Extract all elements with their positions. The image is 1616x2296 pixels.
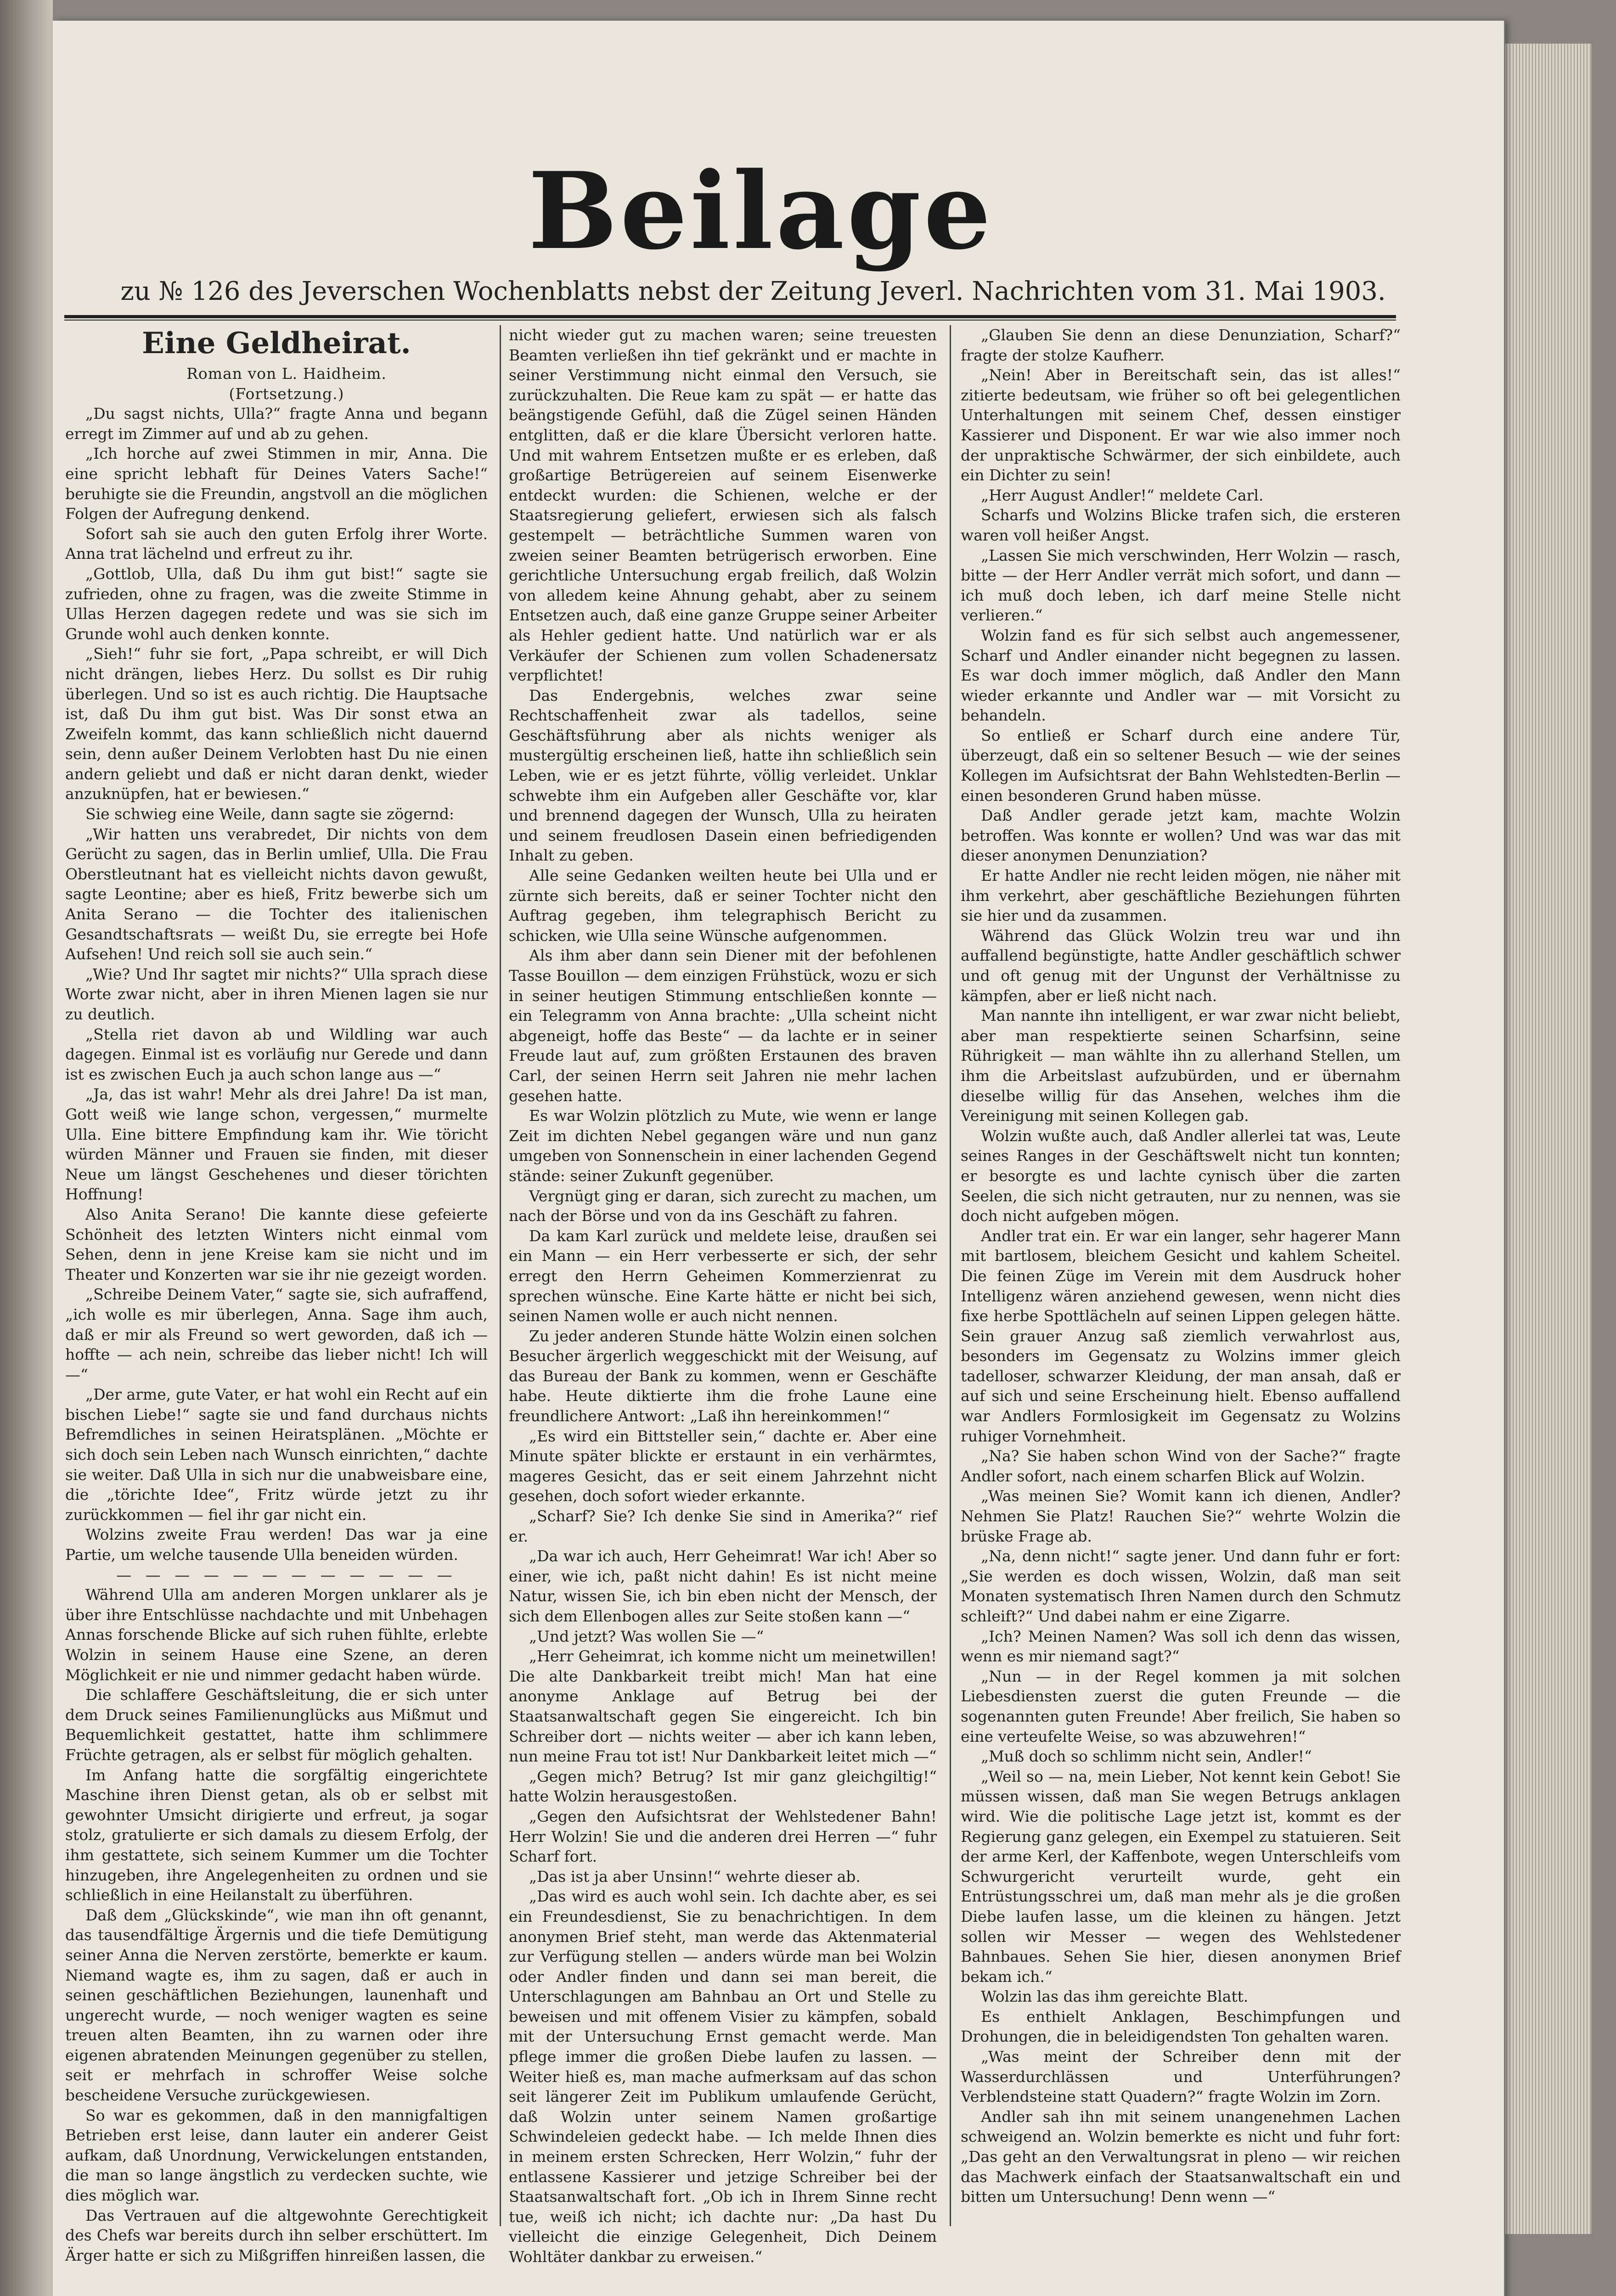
paragraph: „Ich? Meinen Namen? Was soll ich denn das wissen, wenn es mir niemand sagt?“ bbox=[961, 1627, 1401, 1666]
paragraph: „Stella riet davon ab und Wildling war auch dagegen. Einmal ist es vorläufig nur Gerede und dann ist es zwischen Euch ja auch schon lange aus —“ bbox=[65, 1025, 488, 1083]
paragraph: „Es wird ein Bittsteller sein,“ dachte er. Aber eine Minute später blickte er erstaunt in ein verhärmtes, mageres Gesicht, das er seit einem Jahrzehnt nicht gesehen, doch sofort wieder erkannte. bbox=[509, 1427, 937, 1505]
header-rule bbox=[64, 315, 1396, 321]
paragraph: „Da war ich auch, Herr Geheimrat! War ich! Aber so einer, wie ich, paßt nicht dahin! Es ist nicht meine Natur, wissen Sie, ich bin eben nicht der Mensch, der sich dem Ellenbogen alles zur Seite stoßen kann —“ bbox=[509, 1547, 937, 1625]
article-author: Roman von L. Haidheim. bbox=[186, 365, 387, 383]
column-2 bbox=[509, 325, 937, 2266]
book-binding bbox=[0, 0, 53, 2296]
paragraph: Während das Glück Wolzin treu war und ihn auffallend begünstigte, hatte Andler geschäftlich schwer und oft genug mit der Ungunst der Verhältnisse zu kämpfen, aber er ließ nicht nach. bbox=[961, 926, 1401, 1005]
paragraph: „Lassen Sie mich verschwinden, Herr Wolzin — rasch, bitte — der Herr Andler verrät mich sofort, und dann — ich muß doch leben, ich darf meine Stelle nicht verlieren.“ bbox=[961, 546, 1401, 625]
paragraph: „Schreibe Deinem Vater,“ sagte sie, sich aufraffend, „ich wolle es mir überlegen, Anna. Sage ihm auch, daß er mir als Freund so wert geworden, daß ich — hoffte — ach nein, schreibe das lieber nicht! Ich will —“ bbox=[65, 1285, 488, 1384]
paragraph: — — — — — — — — — — — — bbox=[116, 1565, 457, 1584]
column-3 bbox=[961, 325, 1401, 2240]
paragraph: Andler sah ihn mit seinem unangenehmen Lachen schweigend an. Wolzin bemerkte es nicht und fuhr fort: „Das geht an den Verwaltungsrat in pleno — wir reichen das Machwerk einfach der Staatsanwaltschaft ein und bitten um Untersuchung! Denn wenn —“ bbox=[961, 2107, 1401, 2206]
paragraph: Während Ulla am anderen Morgen unklarer als je über ihre Entschlüsse nachdachte und mit Unbehagen Annas forschende Blicke auf sich ruhen fühlte, erlebte Wolzin in seinem Hause eine Szene, an deren Möglichkeit er nie und nimmer gedacht haben würde. bbox=[65, 1586, 488, 1684]
column-1 bbox=[65, 325, 488, 2264]
paragraph: Das Vertrauen auf die altgewohnte Gerechtigkeit des Chefs war bereits durch ihn selber erschüttert. Im Ärger hatte er sich zu Mißgriffen hinreißen lassen, die bbox=[65, 2206, 488, 2264]
paragraph: Die schlaffere Geschäftsleitung, die er sich unter dem Druck seines Familienunglücks aus Mißmut und Bequemlichkeit gestattet, hatte ihm schlimmere Früchte getragen, als er selbst für möglich gehalten. bbox=[65, 1686, 488, 1764]
column-3-body bbox=[961, 325, 1401, 2207]
paragraph: Sofort sah sie auch den guten Erfolg ihrer Worte. Anna trat lächelnd und erfreut zu ihr. bbox=[65, 524, 488, 563]
column-divider bbox=[950, 325, 951, 2226]
paragraph: Also Anita Serano! Die kannte diese gefeierte Schönheit des letzten Winters nicht einmal vom Sehen, denn in jene Kreise kam sie nicht und im Theater und Konzerten war sie ihr nie gezeigt worden. bbox=[65, 1205, 488, 1283]
article-continuation: (Fortsetzung.) bbox=[229, 384, 344, 403]
paragraph: Wolzin fand es für sich selbst auch angemessener, Scharf und Andler einander nicht begegnen zu lassen. Es war doch immer möglich, daß Andler den Mann wieder erkannte und Andler war — mit Vorsicht zu behandeln. bbox=[961, 626, 1401, 725]
paragraph: „Weil so — na, mein Lieber, Not kennt kein Gebot! Sie müssen wissen, daß man Sie wegen Betrugs anklagen wird. Wie die politische Lage jetzt ist, kommt es der Regierung ganz gelegen, ein Exempel zu statuieren. Seit der arme Kerl, der Kaffenbote, wegen Unterschleifs vom Schwurgericht verurteilt wurde, geht ein Entrüstungsschrei um, daß man mehr als je die großen Diebe laufen lasse, um die kleinen zu hängen. Jetzt sollen wir Messer — wegen des Wehlstedener Bahnbaues. Sehen Sie hier, diesen anonymen Brief bekam ich.“ bbox=[961, 1767, 1401, 1986]
paragraph: „Na, denn nicht!“ sagte jener. Und dann fuhr er fort: „Sie werden es doch wissen, Wolzin, daß man seit Monaten systematisch Ihren Namen durch den Schmutz schleift?“ Und dabei nahm er eine Zigarre. bbox=[961, 1547, 1401, 1625]
paragraph: Sie schwieg eine Weile, dann sagte sie zögernd: bbox=[85, 805, 455, 823]
paragraph: „Wir hatten uns verabredet, Dir nichts von dem Gerücht zu sagen, das in Berlin umlief, Ulla. Die Frau Oberstleutnant hat es vielleicht nichts davon gewußt, sagte Leontine; aber es hieß, Fritz bewerbe sich um Anita Serano — die Tochter des italienischen Gesandtschaftsrats — weißt Du, sie erregte bei Hofe Aufsehen! Und reich soll sie auch sein.“ bbox=[65, 825, 488, 963]
paragraph: „Nein! Aber in Bereitschaft sein, das ist alles!“ zitierte bedeutsam, wie früher so oft bei gelegentlichen Unterhaltungen mit seinem Chef, dessen einstiger Kassierer und Disponent. Er war wie also immer noch der unpraktische Schwärmer, der sich einbildete, auch ein Dichter zu sein! bbox=[961, 366, 1401, 484]
paragraph: So war es gekommen, daß in den mannigfaltigen Betrieben erst leise, dann lauter ein anderer Geist aufkam, daß Unordnung, Verwickelungen entstanden, die man so lange ängstlich zu verdecken suchte, wie dies möglich war. bbox=[65, 2106, 488, 2205]
paragraph: „Herr August Andler!“ meldete Carl. bbox=[981, 486, 1264, 504]
paragraph: „Gottlob, Ulla, daß Du ihm gut bist!“ sagte sie zufrieden, ohne zu fragen, was die zweite Stimme in Ullas Herzen dagegen redete und was sie sich im Grunde wohl auch denken konnte. bbox=[65, 564, 488, 643]
article-title: Eine Geldheirat. bbox=[142, 326, 411, 360]
paragraph: „Sieh!“ fuhr sie fort, „Papa schreibt, er will Dich nicht drängen, liebes Herz. Du sollst es Dir ruhig überlegen. Und so ist es auch richtig. Die Hauptsache ist, daß Du ihm gut bist. Was Dir sonst etwa an Zweifeln kommt, das kann schließlich nicht dauernd sein, denn außer Deinem Verlobten hast Du nie einen andern geliebt und daß er nicht daran denkt, wieder anzuknüpfen, hat er bewiesen.“ bbox=[65, 645, 488, 803]
column-divider bbox=[500, 325, 501, 2226]
paragraph: Scharfs und Wolzins Blicke trafen sich, die ersteren waren voll heißer Angst. bbox=[961, 506, 1401, 544]
paragraph: Daß Andler gerade jetzt kam, machte Wolzin betroffen. Was konnte er wollen? Und was war das mit dieser anonymen Denunziation? bbox=[961, 806, 1401, 865]
paragraph: „Und jetzt? Was wollen Sie —“ bbox=[529, 1627, 764, 1645]
paragraph: Wolzin wußte auch, daß Andler allerlei tat was, Leute seines Ranges in der Geschäftswelt nicht tun konnten; er besorgte es und lachte cynisch über die zarten Seelen, die sich nicht getrauten, nur zu nennen, was sie doch nicht aufgeben mögen. bbox=[961, 1126, 1401, 1225]
paragraph: Alle seine Gedanken weilten heute bei Ulla und er zürnte sich bereits, daß er seiner Tochter nicht den Auftrag gegeben, ihm telegraphisch Bericht zu schicken, wie Ulla seine Wünsche aufgenommen. bbox=[509, 867, 937, 945]
paragraph: „Gegen mich? Betrug? Ist mir ganz gleichgiltig!“ hatte Wolzin herausgestoßen. bbox=[509, 1767, 937, 1806]
page-edges bbox=[1504, 44, 1591, 2234]
paragraph: Als ihm aber dann sein Diener mit der befohlenen Tasse Bouillon — dem einzigen Frühstück, wozu er sich in seiner heutigen Stimmung entschließen konnte — ein Telegramm von Anna brachte: „Ulla scheint nicht abgeneigt, hoffe das Beste“ — da lachte er in seiner Freude laut auf, zum größten Erstaunen des braven Carl, der seinen Herrn seit Jahren nie mehr lachen gesehen hatte. bbox=[509, 946, 937, 1105]
paragraph: Er hatte Andler nie recht leiden mögen, nie näher mit ihm verkehrt, aber geschäftliche Beziehungen führten sie hier und da zusammen. bbox=[961, 867, 1401, 925]
paragraph: „Gegen den Aufsichtsrat der Wehlstedener Bahn! Herr Wolzin! Sie und die anderen drei Herren —“ fuhr Scharf fort. bbox=[509, 1807, 937, 1866]
paragraph: nicht wieder gut zu machen waren; seine treuesten Beamten verließen ihn tief gekränkt und er machte in seiner Verstimmung nicht einmal den Versuch, sie zurückzuhalten. Die Reue kam zu spät — er hatte das beängstigende Gefühl, daß die Zügel seinen Händen entglitten, daß er die klare Übersicht verloren hatte. Und mit wahrem Entsetzen mußte er es erleben, daß großartige Betrügereien auf seinem Eisenwerke entdeckt wurden: die Schienen, welche er der Staatsregierung geliefert, erwiesen sich als falsch gestempelt — beträchtliche Summen waren von zweien seiner Beamten betrügerisch erworben. Eine gerichtliche Untersuchung ergab freilich, daß Wolzin von alledem keine Ahnung gehabt, aber zu seinem Entsetzen auch, daß eine ganze Gruppe seiner Arbeiter als Hehler gedient hatte. Und natürlich war er als Verkäufer der Schienen zum vollen Schadenersatz verpflichtet! bbox=[509, 326, 937, 685]
paragraph: „Der arme, gute Vater, er hat wohl ein Recht auf ein bischen Liebe!“ sagte sie und fand durchaus nichts Befremdliches in seinen Heiratsplänen. „Möchte er sich doch sein Leben nach Wunsch einrichten,“ dachte sie weiter. Daß Ulla in sich nur die unabweisbare eine, die „törichte Idee“, Fritz würde jetzt zu ihr zurückkommen — fiel ihr gar nicht ein. bbox=[65, 1385, 488, 1524]
paragraph: Wolzin las das ihm gereichte Blatt. bbox=[981, 1987, 1249, 2006]
paragraph: „Nun — in der Regel kommen ja mit solchen Liebesdiensten zuerst die guten Freunde — die sogenannten guten Freunde! Aber freilich, Sie haben so eine verteufelte Weise, so was abzuwehren!“ bbox=[961, 1667, 1401, 1745]
paragraph: Vergnügt ging er daran, sich zurecht zu machen, um nach der Börse und von da ins Geschäft zu fahren. bbox=[509, 1187, 937, 1225]
paragraph: „Na? Sie haben schon Wind von der Sache?“ fragte Andler sofort, nach einem scharfen Blick auf Wolzin. bbox=[961, 1447, 1401, 1485]
paragraph: Es enthielt Anklagen, Beschimpfungen und Drohungen, die in beleidigendsten Ton gehalten waren. bbox=[961, 2007, 1401, 2046]
paragraph: So entließ er Scharf durch eine andere Tür, überzeugt, daß ein so seltener Besuch — wie der seines Kollegen im Aufsichtsrat der Bahn Wehlstedten-Berlin — einen besonderen Grund haben müsse. bbox=[961, 726, 1401, 805]
paragraph: Andler trat ein. Er war ein langer, sehr hagerer Mann mit bartlosem, bleichem Gesicht und kahlem Scheitel. Die feinen Züge im Verein mit dem Ausdruck hoher Intelligenz wären anziehend gewesen, wenn nicht dies fixe herbe Spottlächeln auf seinen Lippen gelegen hätte. Sein grauer Anzug saß ziemlich verwahrlost aus, besonders im Gegensatz zu Wolzins immer gleich tadelloser, schwarzer Kleidung, der man ansah, daß er auf sich und seine Erscheinung hielt. Ebenso auffallend war Andlers Formlosigkeit im Gegensatz zu Wolzins ruhiger Vornehmheit. bbox=[961, 1227, 1401, 1445]
page-subtitle: zu № 126 des Jeverschen Wochenblatts nebst der Zeitung Jeverl. Nachrichten vom 31. Mai 1903. bbox=[120, 276, 1386, 306]
paragraph: „Wie? Und Ihr sagtet mir nichts?“ Ulla sprach diese Worte zwar nicht, aber in ihren Mienen lagen sie nur zu deutlich. bbox=[65, 965, 488, 1023]
paragraph: Wolzins zweite Frau werden! Das war ja eine Partie, um welche tausende Ulla beneiden würden. bbox=[65, 1525, 488, 1564]
paragraph: „Das wird es auch wohl sein. Ich dachte aber, es sei ein Freundesdienst, Sie zu benachrichtigen. In dem anonymen Brief steht, man werde das Aktenmaterial zur Verfügung stellen — anders würde man bei Wolzin oder Andler finden und dann sei man bereit, die Unterschlagungen am Bahnbau an Ort und Stelle zu beweisen und mit offenem Visier zu kämpfen, sobald mit der Untersuchung Ernst gemacht werde. Man pflege immer die großen Diebe laufen zu lassen. — Weiter hieß es, man mache aufmerksam auf das schon seit längerer Zeit im Publikum umlaufende Gerücht, daß Wolzin unter seinem Namen großartige Schwindeleien gedeckt habe. — Ich melde Ihnen dies in meinem ersten Schrecken, Herr Wolzin,“ fuhr der entlassene Kassierer und jetzige Schreiber bei der Staatsanwaltschaft fort. „Ob ich in Ihrem Sinne recht tue, weiß ich nicht; ich dachte nur: „Da hast Du vielleicht die einzige Gelegenheit, Dich Deinem Wohltäter dankbar zu erweisen.“ bbox=[509, 1887, 937, 2266]
paragraph: „Ich horche auf zwei Stimmen in mir, Anna. Die eine spricht lebhaft für Deines Vaters Sache!“ beruhigte sie die Freundin, angstvoll an die möglichen Folgen der Aufregung denkend. bbox=[65, 445, 488, 523]
paragraph: „Scharf? Sie? Ich denke Sie sind in Amerika?“ rief er. bbox=[509, 1507, 937, 1545]
paragraph: Im Anfang hatte die sorgfältig eingerichtete Maschine ihren Dienst getan, als ob er selbst mit gewohnter Umsicht dirigierte und erfreut, ja sogar stolz, gratulierte er sich damals zu diesem Erfolg, der ihm gestattete, sich seinem Kummer um die Tochter hinzugeben, ihre Angelegenheiten zu ordnen und sie schließlich in eine Heilanstalt zu überführen. bbox=[65, 1766, 488, 1904]
paragraph: Es war Wolzin plötzlich zu Mute, wie wenn er lange Zeit im dichten Nebel gegangen wäre und nun ganz umgeben von Sonnenschein in einer lachenden Gegend stände: seiner Zukunft gegenüber. bbox=[509, 1107, 937, 1185]
paragraph: „Was meinen Sie? Womit kann ich dienen, Andler? Nehmen Sie Platz! Rauchen Sie?“ wehrte Wolzin die brüske Frage ab. bbox=[961, 1487, 1401, 1545]
paragraph: „Du sagst nichts, Ulla?“ fragte Anna und begann erregt im Zimmer auf und ab zu gehen. bbox=[65, 405, 488, 443]
paragraph: „Ja, das ist wahr! Mehr als drei Jahre! Da ist man, Gott weiß wie lange schon, vergessen,“ murmelte Ulla. Eine bittere Empfindung kam ihr. Wie töricht würden Männer und Frauen sie finden, mit dieser Neue um längst Geschehenes und dieser törichten Hoffnung! bbox=[65, 1085, 488, 1204]
paragraph: Das Endergebnis, welches zwar seine Rechtschaffenheit zwar als tadellos, seine Geschäftsführung aber als nichts weniger als mustergültig erscheinen ließ, hatte ihn schließlich sein Leben, wie er es jetzt führte, völlig verleidet. Unklar schwebte ihm ein Aufgeben aller Geschäfte vor, klar und brennend dagegen der Wunsch, Ulla zu heiraten und seinem freudlosen Dasein einen befriedigenden Inhalt zu geben. bbox=[509, 686, 937, 865]
column-2-body bbox=[509, 325, 937, 2267]
paragraph: „Was meint der Schreiber denn mit der Wasserdurchlässen und Unterführungen? Verblendsteine statt Quadern?“ fragte Wolzin im Zorn. bbox=[961, 2048, 1401, 2106]
column-1-body bbox=[65, 404, 488, 2265]
paragraph: „Glauben Sie denn an diese Denunziation, Scharf?“ fragte der stolze Kaufherr. bbox=[961, 326, 1401, 364]
paragraph: „Muß doch so schlimm nicht sein, Andler!“ bbox=[981, 1747, 1312, 1766]
paragraph: Man nannte ihn intelligent, er war zwar nicht beliebt, aber man respektierte seinen Scharfsinn, seine Rührigkeit — man wählte ihn zu allerhand Stellen, um ihm die Arbeitslast aufzubürden, und er übernahm dieselbe willig für das Ansehen, welches ihm die Vereinigung mit seinen Kollegen gab. bbox=[961, 1007, 1401, 1125]
paragraph: „Herr Geheimrat, ich komme nicht um meinetwillen! Die alte Dankbarkeit treibt mich! Man hat eine anonyme Anklage auf Betrug bei der Staatsanwaltschaft gegen Sie eingereicht. Ich bin Schreiber dort — nichts weiter — aber ich kann leben, nun meine Frau tot ist! Nur Dankbarkeit leitet mich —“ bbox=[509, 1647, 937, 1766]
paragraph: Daß dem „Glückskinde“, wie man ihn oft genannt, das tausendfältige Ärgernis und die tiefe Demütigung seiner Anna die Nerven zerstörte, bemerkte er kaum. Niemand wagte es, ihm zu sagen, daß er auch in seinen geschäftlichen Beziehungen, launenhaft und ungerecht wurde, — noch weniger wagten es seine treuen alten Beamten, ihn zu warnen oder ihre eigenen abratenden Meinungen gegenüber zu stellen, seit er mehrfach in schroffer Weise solche bescheidene Versuche zurückgewiesen. bbox=[65, 1906, 488, 2105]
paragraph: Zu jeder anderen Stunde hätte Wolzin einen solchen Besucher ärgerlich weggeschickt mit der Weisung, auf das Bureau der Bank zu kommen, wenn er Geschäfte habe. Heute diktierte ihm die frohe Laune eine freundlichere Antwort: „Laß ihn hereinkommen!“ bbox=[509, 1327, 937, 1425]
paragraph: Da kam Karl zurück und meldete leise, draußen sei ein Mann — ein Herr verbesserte er sich, der sehr erregt den Herrn Geheimen Kommerzienrat zu sprechen wünsche. Eine Karte hätte er nicht bei sich, seinen Namen wolle er auch nicht nennen. bbox=[509, 1227, 937, 1325]
page-title: Beilage bbox=[528, 149, 994, 273]
paragraph: „Das ist ja aber Unsinn!“ wehrte dieser ab. bbox=[529, 1867, 861, 1885]
